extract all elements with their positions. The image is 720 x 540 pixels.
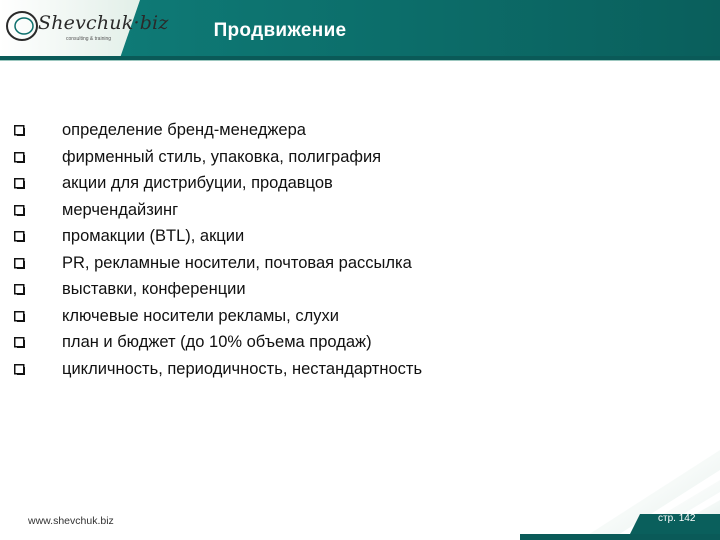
checkbox-bullet-icon (14, 258, 25, 269)
checkbox-bullet-icon (14, 284, 25, 295)
checkbox-bullet-icon (14, 125, 25, 136)
list-item-text: выставки, конференции (62, 280, 246, 298)
header-band (0, 0, 720, 62)
list-item-text: мерчендайзинг (62, 200, 179, 219)
list-item-text: PR, рекламные носители, почтовая рассылка (62, 253, 412, 272)
logo-text: Shevchuk·biz (38, 12, 169, 34)
slide-title: Продвижение (213, 20, 347, 41)
list-item-text: определение бренд-менеджера (62, 121, 306, 139)
checkbox-bullet-icon (14, 205, 25, 216)
list-item-text: акции для дистрибуции, продавцов (62, 174, 333, 192)
company-logo (4, 6, 169, 46)
list-item-text: фирменный стиль, упаковка, полиграфия (62, 147, 382, 166)
list-item-text: ключевые носители рекламы, слухи (62, 306, 339, 325)
checkbox-bullet-icon (14, 311, 25, 322)
checkbox-bullet-icon (14, 231, 25, 242)
checkbox-bullet-icon (14, 152, 25, 163)
checkbox-bullet-icon (14, 178, 25, 189)
list-item-text: план и бюджет (до 10% объема продаж) (62, 333, 372, 351)
page-number: стр. 142 (658, 513, 696, 524)
checkbox-bullet-icon (14, 337, 25, 348)
list-item-text: цикличность, периодичность, нестандартность (62, 359, 423, 378)
list-item-text: промакции (BTL), акции (62, 227, 245, 245)
logo-subtext: consulting & training (66, 36, 112, 42)
footer-website: www.shevchuk.biz (28, 515, 114, 527)
checkbox-bullet-icon (14, 364, 25, 375)
